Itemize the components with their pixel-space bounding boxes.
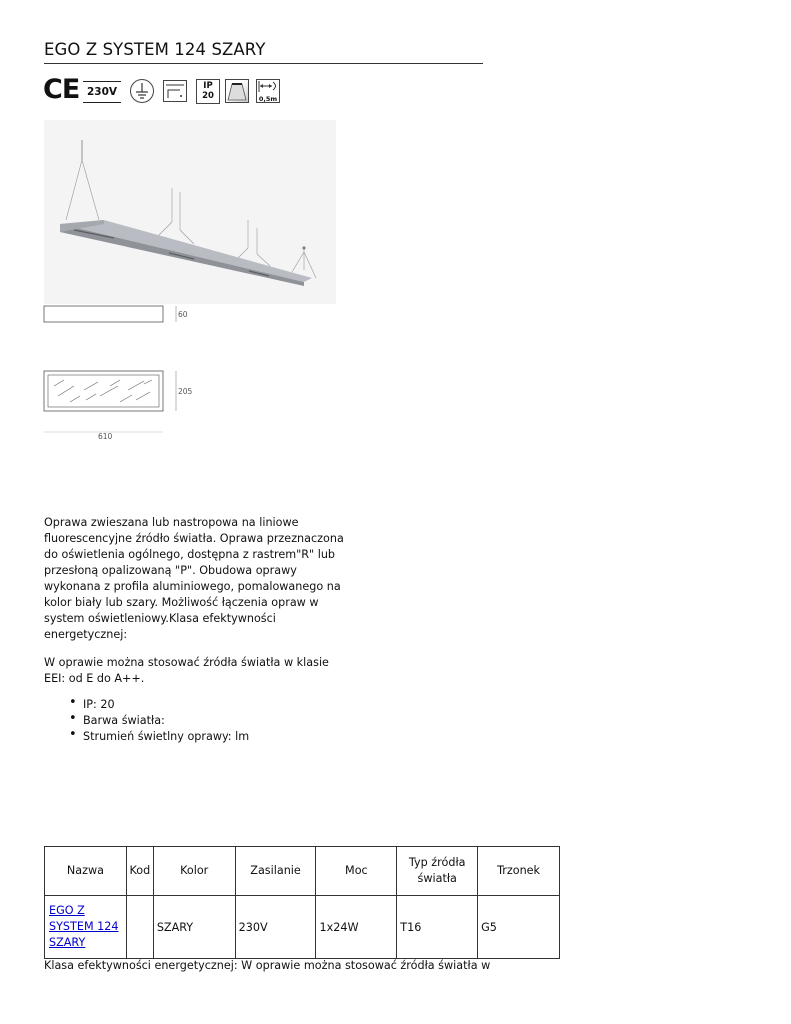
product-link[interactable]: EGO Z SYSTEM 124 SZARY <box>49 904 119 949</box>
column-header: Nazwa <box>45 847 127 896</box>
width-label: 610 <box>98 432 113 441</box>
footer-text: Klasa efektywności energetycznej: W oprawie można stosować źródła światła w <box>44 959 491 972</box>
min-distance-icon <box>256 79 280 103</box>
table-cell: 230V <box>235 896 316 959</box>
column-header: Zasilanie <box>235 847 316 896</box>
top-height-label: 205 <box>178 387 193 396</box>
top-view-outline <box>44 371 163 411</box>
list-item: • Barwa światła: <box>69 713 249 729</box>
table-cell <box>126 896 153 959</box>
spec-table <box>44 846 560 959</box>
protective-earth-icon <box>130 79 154 103</box>
table-header-row <box>45 847 560 896</box>
feature-list <box>69 697 249 745</box>
table-cell: 1x24W <box>316 896 397 959</box>
product-title: EGO Z SYSTEM 124 SZARY <box>44 40 266 59</box>
ip-label: IP <box>203 81 213 91</box>
column-header: Moc <box>316 847 397 896</box>
product-photo <box>44 120 336 304</box>
side-view-outline <box>44 306 163 322</box>
list-item: • Strumień świetlny oprawy: lm <box>69 729 249 745</box>
table-row <box>45 896 560 959</box>
description-paragraph: Oprawa zwieszana lub nastropowa na liniowe fluorescencyjne źródło światła. Oprawa przeznaczona do oświetlenia ogólnego, dostępna z rastrem"R" lub przesłoną opalizowaną "P". Obudowa oprawy wykonana z profila aluminiowego, pomalowanego na kolor biały lub szary. Możliwość łączenia opraw w system oświetleniowy.Klasa efektywności energetycznej: <box>44 516 344 641</box>
ip-value: 20 <box>202 91 214 101</box>
lamp-raster-icon <box>225 79 249 103</box>
voltage-icon: 230V <box>83 81 121 103</box>
min-distance-label: 0,5m <box>258 95 278 103</box>
list-item: • IP: 20 <box>69 697 249 713</box>
eei-class-paragraph: W oprawie można stosować źródła światła w klasie EEI: od E do A++. <box>44 656 329 685</box>
table-cell: T16 <box>397 896 478 959</box>
ce-mark-icon: CE <box>43 74 80 105</box>
table-cell: SZARY <box>153 896 235 959</box>
technical-drawing <box>40 300 200 450</box>
title-divider <box>44 63 483 64</box>
column-header: Typ źródła światła <box>397 847 478 896</box>
column-header: Kod <box>126 847 153 896</box>
column-header: Trzonek <box>478 847 560 896</box>
surface-mount-icon <box>163 80 187 102</box>
column-header: Kolor <box>153 847 235 896</box>
table-cell <box>45 896 127 959</box>
table-cell: G5 <box>478 896 560 959</box>
ip-rating-icon <box>196 79 220 104</box>
side-height-label: 60 <box>178 310 188 319</box>
